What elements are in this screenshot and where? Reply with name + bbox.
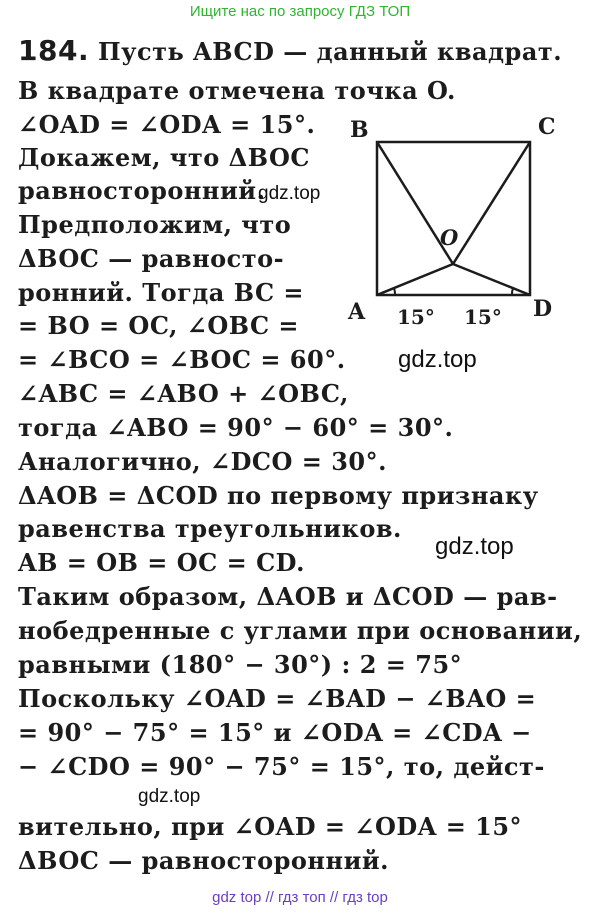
text-line-15: равенства треугольников.: [18, 514, 402, 543]
text-line-18: нобедренные с углами при основании,: [18, 616, 583, 645]
square-abcd: [377, 142, 530, 295]
text-line-1: [18, 34, 562, 67]
text-line-2: В квадрате отмечена точка O.: [18, 76, 456, 105]
text-line-22: − ∠CDO = 90° − 75° = 15°, то, дейст-: [18, 752, 545, 781]
watermark-4: gdz.top: [138, 786, 201, 807]
text-line-8: ронний. Тогда BC =: [18, 278, 305, 307]
header-banner: Ищите нас по запросу ГДЗ ТОП: [189, 3, 411, 20]
label-b: B: [350, 117, 369, 143]
text-line-23: вительно, при ∠OAD = ∠ODA = 15°: [18, 812, 523, 841]
text-line-6: Предположим, что: [18, 210, 292, 239]
text-line-12: тогда ∠ABO = 90° − 60° = 30°.: [18, 413, 454, 442]
label-c: C: [538, 114, 556, 140]
label-o: O: [440, 225, 459, 250]
text-line-11: ∠ABC = ∠ABO + ∠OBC,: [18, 379, 349, 408]
text-line-4: Докажем, что ΔBOC: [18, 143, 310, 172]
text-line-13: Аналогично, ∠DCO = 30°.: [18, 447, 387, 476]
label-d: D: [533, 296, 553, 322]
square-figure: [340, 112, 560, 327]
problem-number: 184.: [18, 34, 90, 67]
line-1-text: Пусть ABCD — данный квадрат.: [97, 37, 563, 66]
text-line-14: ΔAOB = ΔCOD по первому признаку: [18, 481, 539, 510]
text-line-16: AB = OB = OC = CD.: [18, 548, 305, 577]
angle-label-d: 15°: [464, 305, 502, 327]
text-line-10: = ∠BCO = ∠BOC = 60°.: [18, 345, 346, 374]
text-line-17: Таким образом, ΔAOB и ΔCOD — рав-: [18, 582, 558, 611]
text-line-5: равносторонний.: [18, 176, 266, 205]
segment-do: [453, 264, 530, 295]
angle-arc-d: [512, 288, 513, 295]
text-line-3: ∠OAD = ∠ODA = 15°.: [18, 110, 316, 139]
text-line-7: ΔBOC — равносто-: [18, 244, 285, 273]
angle-arc-a: [394, 288, 395, 295]
text-line-21: = 90° − 75° = 15° и ∠ODA = ∠CDA −: [18, 718, 532, 747]
watermark-2: gdz.top: [398, 346, 477, 373]
segment-co: [453, 142, 530, 264]
footer-banner: gdz top // гдз топ // гдз top: [212, 889, 388, 906]
text-line-19: равными (180° − 30°) : 2 = 75°: [18, 650, 463, 679]
watermark-3: gdz.top: [435, 533, 514, 560]
angle-label-a: 15°: [397, 305, 435, 327]
text-line-9: = BO = OC, ∠OBC =: [18, 311, 300, 340]
text-line-24: ΔBOC — равносторонний.: [18, 846, 390, 875]
watermark-1: gdz.top: [258, 183, 321, 204]
segment-ao: [377, 264, 453, 295]
text-line-20: Поскольку ∠OAD = ∠BAD − ∠BAO =: [18, 684, 537, 713]
label-a: A: [348, 299, 366, 325]
